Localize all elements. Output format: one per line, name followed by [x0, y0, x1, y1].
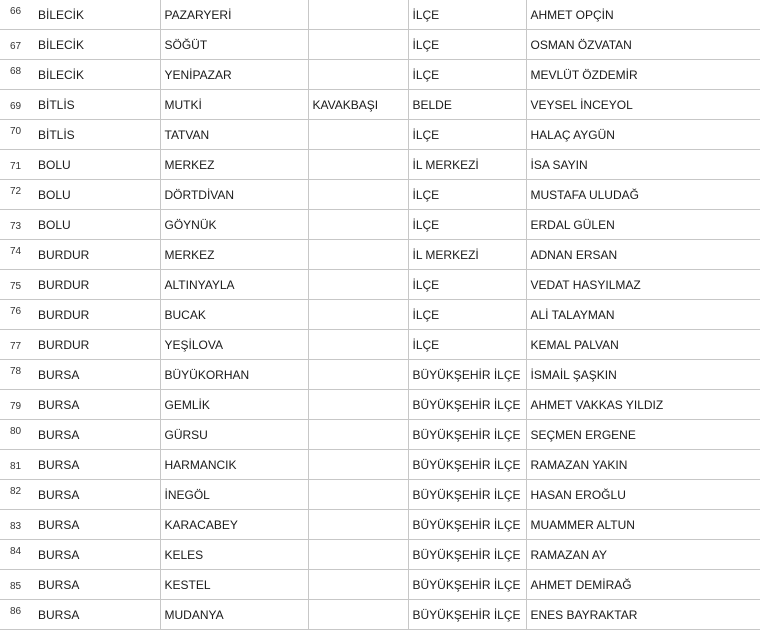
row-number-cell[interactable]: 75: [0, 270, 34, 300]
province-cell[interactable]: BURDUR: [34, 300, 160, 330]
province-cell[interactable]: BİTLİS: [34, 120, 160, 150]
province-cell[interactable]: BURDUR: [34, 330, 160, 360]
row-number-cell[interactable]: 77: [0, 330, 34, 360]
district-cell[interactable]: PAZARYERİ: [160, 0, 308, 30]
row-number-cell[interactable]: 83: [0, 510, 34, 540]
mayor-cell[interactable]: İSA SAYIN: [526, 150, 760, 180]
row-number-cell[interactable]: 74: [0, 240, 34, 270]
town-cell[interactable]: [308, 150, 408, 180]
type-cell[interactable]: BELDE: [408, 90, 526, 120]
town-cell[interactable]: [308, 540, 408, 570]
district-cell[interactable]: BÜYÜKORHAN: [160, 360, 308, 390]
table-row: [0, 210, 760, 240]
mayor-cell[interactable]: ALİ TALAYMAN: [526, 300, 760, 330]
table-row: [0, 270, 760, 300]
row-number-cell[interactable]: 85: [0, 570, 34, 600]
district-cell[interactable]: TATVAN: [160, 120, 308, 150]
type-cell[interactable]: İL MERKEZİ: [408, 150, 526, 180]
mayor-cell[interactable]: İSMAİL ŞAŞKIN: [526, 360, 760, 390]
province-cell[interactable]: BURSA: [34, 570, 160, 600]
province-cell[interactable]: BURDUR: [34, 270, 160, 300]
mayor-cell[interactable]: MUSTAFA ULUDAĞ: [526, 180, 760, 210]
mayor-cell[interactable]: SEÇMEN ERGENE: [526, 420, 760, 450]
town-cell[interactable]: [308, 60, 408, 90]
type-cell[interactable]: BÜYÜKŞEHİR İLÇE: [408, 510, 526, 540]
mayor-cell[interactable]: AHMET VAKKAS YILDIZ: [526, 390, 760, 420]
row-number-cell[interactable]: 71: [0, 150, 34, 180]
district-cell[interactable]: YENİPAZAR: [160, 60, 308, 90]
town-cell[interactable]: [308, 270, 408, 300]
mayor-cell[interactable]: MUAMMER ALTUN: [526, 510, 760, 540]
town-cell[interactable]: [308, 0, 408, 30]
district-cell[interactable]: MERKEZ: [160, 150, 308, 180]
type-cell[interactable]: İLÇE: [408, 30, 526, 60]
table-row: [0, 480, 760, 510]
table-row: [0, 30, 760, 60]
mayor-cell[interactable]: RAMAZAN YAKIN: [526, 450, 760, 480]
table-row: [0, 150, 760, 180]
type-cell[interactable]: İLÇE: [408, 330, 526, 360]
table-row: [0, 390, 760, 420]
type-cell[interactable]: BÜYÜKŞEHİR İLÇE: [408, 390, 526, 420]
table-row: [0, 120, 760, 150]
district-cell[interactable]: HARMANCIK: [160, 450, 308, 480]
type-cell[interactable]: İLÇE: [408, 300, 526, 330]
row-number-cell[interactable]: 70: [0, 120, 34, 150]
table-row: [0, 360, 760, 390]
table-row: [0, 330, 760, 360]
type-cell[interactable]: İLÇE: [408, 210, 526, 240]
type-cell[interactable]: BÜYÜKŞEHİR İLÇE: [408, 420, 526, 450]
district-cell[interactable]: KESTEL: [160, 570, 308, 600]
town-cell[interactable]: [308, 420, 408, 450]
district-cell[interactable]: SÖĞÜT: [160, 30, 308, 60]
town-cell[interactable]: KAVAKBAŞI: [308, 90, 408, 120]
town-cell[interactable]: [308, 390, 408, 420]
type-cell[interactable]: BÜYÜKŞEHİR İLÇE: [408, 540, 526, 570]
table-row: [0, 0, 760, 30]
district-cell[interactable]: MUDANYA: [160, 600, 308, 630]
province-cell[interactable]: BURSA: [34, 450, 160, 480]
type-cell[interactable]: İLÇE: [408, 120, 526, 150]
table-row: [0, 540, 760, 570]
type-cell[interactable]: BÜYÜKŞEHİR İLÇE: [408, 360, 526, 390]
type-cell[interactable]: BÜYÜKŞEHİR İLÇE: [408, 600, 526, 630]
type-cell[interactable]: İLÇE: [408, 270, 526, 300]
province-cell[interactable]: BURSA: [34, 480, 160, 510]
type-cell[interactable]: İL MERKEZİ: [408, 240, 526, 270]
district-cell[interactable]: MERKEZ: [160, 240, 308, 270]
district-cell[interactable]: DÖRTDİVAN: [160, 180, 308, 210]
table-row: [0, 180, 760, 210]
row-number-cell[interactable]: 68: [0, 60, 34, 90]
table-row: [0, 420, 760, 450]
district-cell[interactable]: KELES: [160, 540, 308, 570]
mayor-cell[interactable]: VEDAT HASYILMAZ: [526, 270, 760, 300]
province-cell[interactable]: BURSA: [34, 390, 160, 420]
mayor-cell[interactable]: ERDAL GÜLEN: [526, 210, 760, 240]
type-cell[interactable]: BÜYÜKŞEHİR İLÇE: [408, 480, 526, 510]
mayor-cell[interactable]: MEVLÜT ÖZDEMİR: [526, 60, 760, 90]
table-row: [0, 570, 760, 600]
district-cell[interactable]: GÜRSU: [160, 420, 308, 450]
table-row: [0, 510, 760, 540]
town-cell[interactable]: [308, 180, 408, 210]
type-cell[interactable]: İLÇE: [408, 60, 526, 90]
row-number-cell[interactable]: 73: [0, 210, 34, 240]
province-cell[interactable]: BİLECİK: [34, 60, 160, 90]
row-number-cell[interactable]: 78: [0, 360, 34, 390]
town-cell[interactable]: [308, 480, 408, 510]
type-cell[interactable]: İLÇE: [408, 180, 526, 210]
district-cell[interactable]: YEŞİLOVA: [160, 330, 308, 360]
province-cell[interactable]: BİTLİS: [34, 90, 160, 120]
row-number-cell[interactable]: 81: [0, 450, 34, 480]
town-cell[interactable]: [308, 600, 408, 630]
district-cell[interactable]: GEMLİK: [160, 390, 308, 420]
row-number-cell[interactable]: 84: [0, 540, 34, 570]
province-cell[interactable]: BOLU: [34, 150, 160, 180]
town-cell[interactable]: [308, 360, 408, 390]
row-number-cell[interactable]: 80: [0, 420, 34, 450]
town-cell[interactable]: [308, 570, 408, 600]
mayor-cell[interactable]: ADNAN ERSAN: [526, 240, 760, 270]
province-cell[interactable]: BURSA: [34, 360, 160, 390]
row-number-cell[interactable]: 76: [0, 300, 34, 330]
mayor-cell[interactable]: RAMAZAN AY: [526, 540, 760, 570]
table-row: [0, 60, 760, 90]
row-number-cell[interactable]: 72: [0, 180, 34, 210]
table-row: [0, 300, 760, 330]
row-number-cell[interactable]: 69: [0, 90, 34, 120]
table-row: [0, 90, 760, 120]
mayor-cell[interactable]: HALAÇ AYGÜN: [526, 120, 760, 150]
mayor-cell[interactable]: HASAN EROĞLU: [526, 480, 760, 510]
district-cell[interactable]: BUCAK: [160, 300, 308, 330]
table-row: [0, 240, 760, 270]
province-cell[interactable]: BOLU: [34, 180, 160, 210]
mayor-cell[interactable]: VEYSEL İNCEYOL: [526, 90, 760, 120]
province-cell[interactable]: BURDUR: [34, 240, 160, 270]
row-number-cell[interactable]: 67: [0, 30, 34, 60]
row-number-cell[interactable]: 82: [0, 480, 34, 510]
province-cell[interactable]: BURSA: [34, 540, 160, 570]
province-cell[interactable]: BURSA: [34, 600, 160, 630]
town-cell[interactable]: [308, 510, 408, 540]
town-cell[interactable]: [308, 450, 408, 480]
row-number-cell[interactable]: 86: [0, 600, 34, 630]
mayor-cell[interactable]: AHMET OPÇİN: [526, 0, 760, 30]
district-cell[interactable]: MUTKİ: [160, 90, 308, 120]
district-cell[interactable]: İNEGÖL: [160, 480, 308, 510]
mayor-cell[interactable]: ENES BAYRAKTAR: [526, 600, 760, 630]
mayor-cell[interactable]: KEMAL PALVAN: [526, 330, 760, 360]
province-cell[interactable]: BOLU: [34, 210, 160, 240]
district-cell[interactable]: ALTINYAYLA: [160, 270, 308, 300]
town-cell[interactable]: [308, 30, 408, 60]
town-cell[interactable]: [308, 210, 408, 240]
province-cell[interactable]: BURSA: [34, 510, 160, 540]
mayor-cell[interactable]: AHMET DEMİRAĞ: [526, 570, 760, 600]
town-cell[interactable]: [308, 240, 408, 270]
table-row: [0, 450, 760, 480]
town-cell[interactable]: [308, 330, 408, 360]
province-cell[interactable]: BİLECİK: [34, 30, 160, 60]
type-cell[interactable]: BÜYÜKŞEHİR İLÇE: [408, 570, 526, 600]
province-cell[interactable]: BİLECİK: [34, 0, 160, 30]
table-row: [0, 600, 760, 630]
town-cell[interactable]: [308, 120, 408, 150]
type-cell[interactable]: İLÇE: [408, 0, 526, 30]
town-cell[interactable]: [308, 300, 408, 330]
row-number-cell[interactable]: 66: [0, 0, 34, 30]
row-number-cell[interactable]: 79: [0, 390, 34, 420]
district-cell[interactable]: GÖYNÜK: [160, 210, 308, 240]
type-cell[interactable]: BÜYÜKŞEHİR İLÇE: [408, 450, 526, 480]
mayor-cell[interactable]: OSMAN ÖZVATAN: [526, 30, 760, 60]
province-cell[interactable]: BURSA: [34, 420, 160, 450]
district-cell[interactable]: KARACABEY: [160, 510, 308, 540]
